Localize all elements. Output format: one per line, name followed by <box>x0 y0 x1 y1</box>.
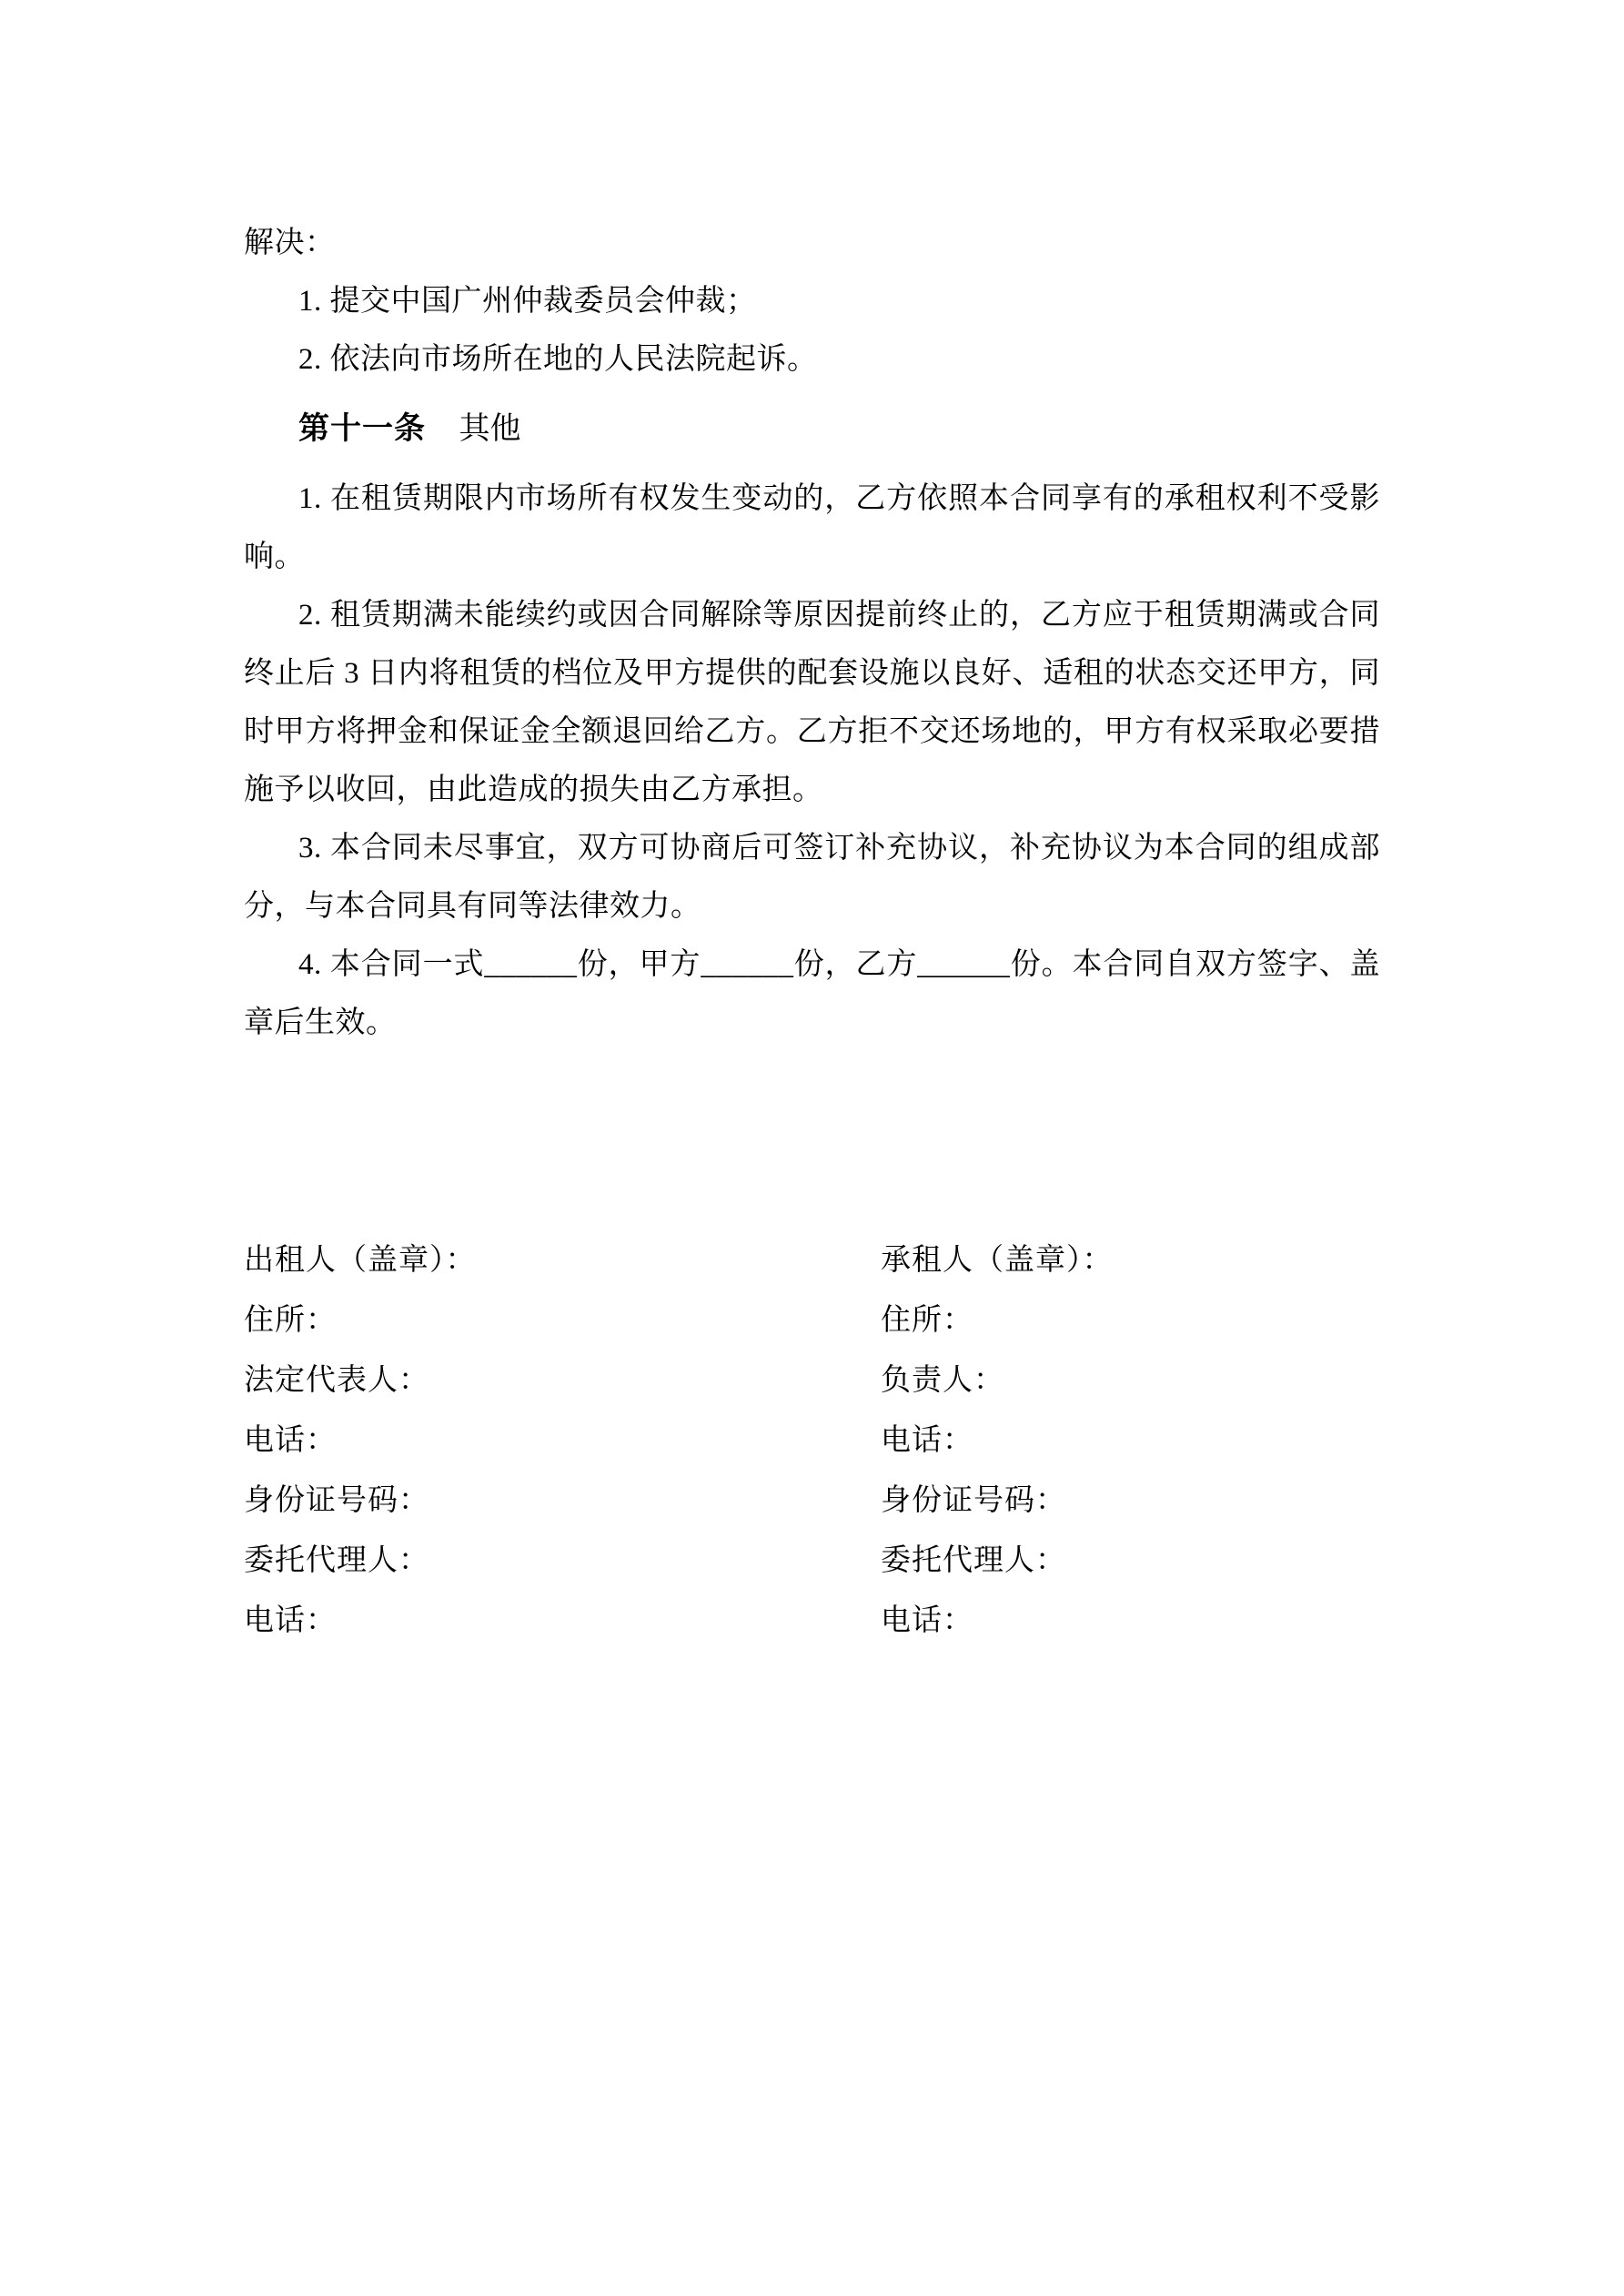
resolution-option-arbitration: 1. 提交中国广州仲裁委员会仲裁； <box>298 285 757 318</box>
clause-paragraph-2: 2. 租赁期满未能续约或因合同解除等原因提前终止的，乙方应于租赁期满或合同终止后 3 日内将租赁的档位及甲方提供的配套设施以良好、适租的状态交还甲方，同时甲方将押金和保证金全额退回给乙方。乙方拒不交还场地的，甲方有权采取必要措施予以收回，由此造成的损失由乙方承担。 <box>244 599 1380 806</box>
clause-paragraph-4: 4. 本合同一式______份，甲方______份，乙方______份。本合同自双方签字、盖章后生效。 <box>244 948 1380 1039</box>
lessor-agent-line: 委托代理人： <box>244 1544 429 1577</box>
lessee-address-line: 住所： <box>881 1304 973 1337</box>
lessee-principal-line: 负责人： <box>881 1364 1004 1397</box>
clause-11-heading <box>244 400 1380 459</box>
lessor-id-number-line: 身份证号码： <box>244 1484 429 1517</box>
clause-title: 其他 <box>459 412 521 446</box>
lessee-agent-phone-line: 电话： <box>881 1604 973 1637</box>
lessor-signature-column <box>244 1230 881 1651</box>
lessee-id-number-line: 身份证号码： <box>881 1484 1066 1517</box>
lessee-signature-column <box>881 1230 1380 1651</box>
clause-paragraph-1: 1. 在租赁期限内市场所有权发生变动的，乙方依照本合同享有的承租权利不受影响。 <box>244 482 1380 573</box>
signature-section <box>244 1230 1380 1651</box>
lessee-agent-line: 委托代理人： <box>881 1544 1066 1577</box>
lessee-seal-line: 承租人（盖章）： <box>881 1244 1114 1277</box>
lessor-legal-rep-line: 法定代表人： <box>244 1364 429 1397</box>
clause-number: 第十一条 <box>298 411 426 446</box>
lessee-phone-line: 电话： <box>881 1424 973 1457</box>
lessor-seal-line: 出租人（盖章）： <box>244 1244 477 1277</box>
resolution-option-lawsuit: 2. 依法向市场所在地的人民法院起诉。 <box>298 343 818 376</box>
clause-paragraph-3: 3. 本合同未尽事宜，双方可协商后可签订补充协议，补充协议为本合同的组成部分，与本合同具有同等法律效力。 <box>244 832 1380 923</box>
continuation-text: 解决： <box>244 227 336 259</box>
lessor-address-line: 住所： <box>244 1304 337 1337</box>
lessor-phone-line: 电话： <box>244 1424 337 1457</box>
lessor-agent-phone-line: 电话： <box>244 1604 337 1637</box>
